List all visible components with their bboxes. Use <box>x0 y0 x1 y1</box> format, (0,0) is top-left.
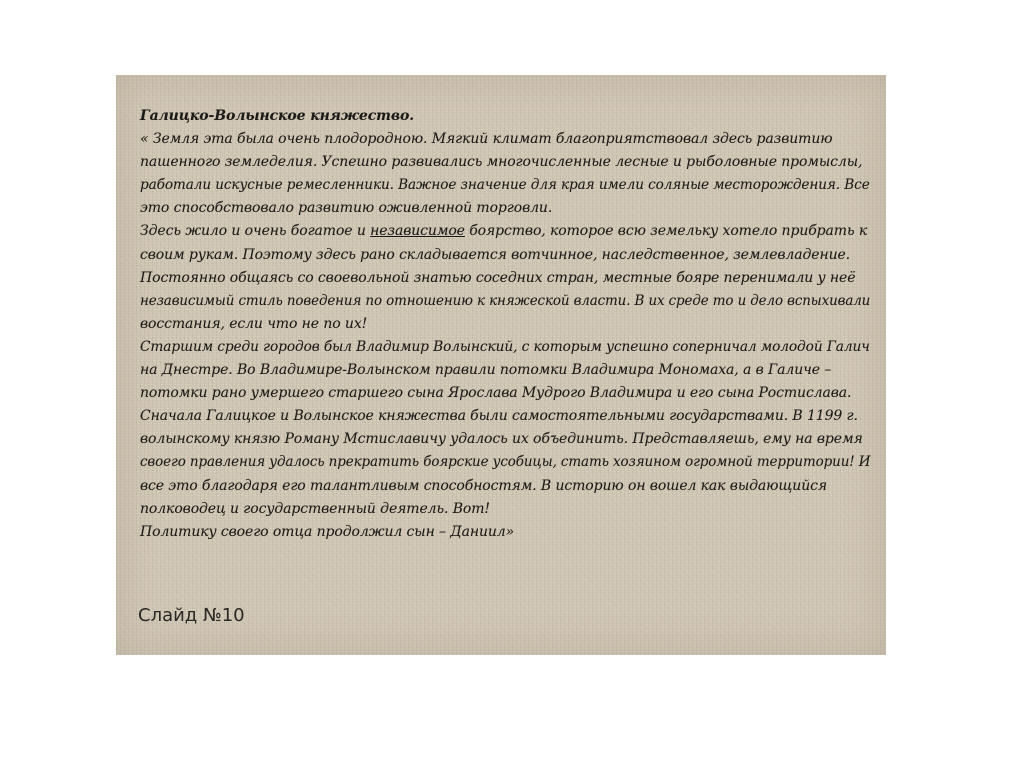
slide-number-label: Слайд №10 <box>138 605 245 626</box>
text-line-1: « Земля эта была очень плодородною. Мягкий климат благоприятствовал здесь развитию <box>140 131 833 148</box>
text-line-18: Политику своего отца продолжил сын – Даниил» <box>140 523 515 540</box>
underlined-word: независимое <box>370 223 465 240</box>
text-line-15: своего правления удалось прекратить боярские усобицы, стать хозяином огромной территории! И <box>140 454 871 471</box>
text-line-3: работали искусные ремесленники. Важное значение для края имели соляные месторождения. Все <box>140 177 870 194</box>
text-line-9: восстания, если что не по их! <box>140 315 368 332</box>
slide-text-block <box>140 105 870 544</box>
text-line-5-start: Здесь жило и очень богатое и <box>140 223 371 240</box>
text-line-4: это способствовало развитию оживленной торговли. <box>140 200 553 217</box>
text-line-12: потомки рано умершего старшего сына Ярослава Мудрого Владимира и его сына Ростислава. <box>140 385 852 402</box>
text-line-8: независимый стиль поведения по отношению к княжеской власти. В их среде то и дело вспыхивали <box>140 292 871 309</box>
text-line-10: Старшим среди городов был Владимир Волынский, с которым успешно соперничал молодой Галич <box>140 338 870 355</box>
slide-panel <box>116 75 886 655</box>
text-line-5-end: боярство, которое всю земельку хотело прибрать к <box>464 223 868 240</box>
text-line-13: Сначала Галицкое и Волынское княжества были самостоятельными государствами. В 1199 г. <box>140 408 858 425</box>
slide-heading: Галицко-Волынское княжество. <box>140 108 414 124</box>
text-line-7: Постоянно общаясь со своевольной знатью соседних стран, местные бояре перенимали у неё <box>140 269 856 286</box>
text-line-5 <box>140 220 870 243</box>
text-line-11: на Днестре. Во Владимире-Волынском правили потомки Владимира Мономаха, а в Галиче – <box>140 362 832 379</box>
text-line-6: своим рукам. Поэтому здесь рано складывается вотчинное, наследственное, землевладение. <box>140 246 851 263</box>
text-line-14: волынскому князю Роману Мстиславичу удалось их объединить. Представляешь, ему на время <box>140 431 863 448</box>
text-line-2: пашенного земледелия. Успешно развивались многочисленные лесные и рыболовные промыслы, <box>140 154 863 171</box>
text-line-16: все это благодаря его талантливым способностям. В историю он вошел как выдающийся <box>140 477 828 494</box>
text-line-17: полководец и государственный деятель. Вот! <box>140 500 490 517</box>
